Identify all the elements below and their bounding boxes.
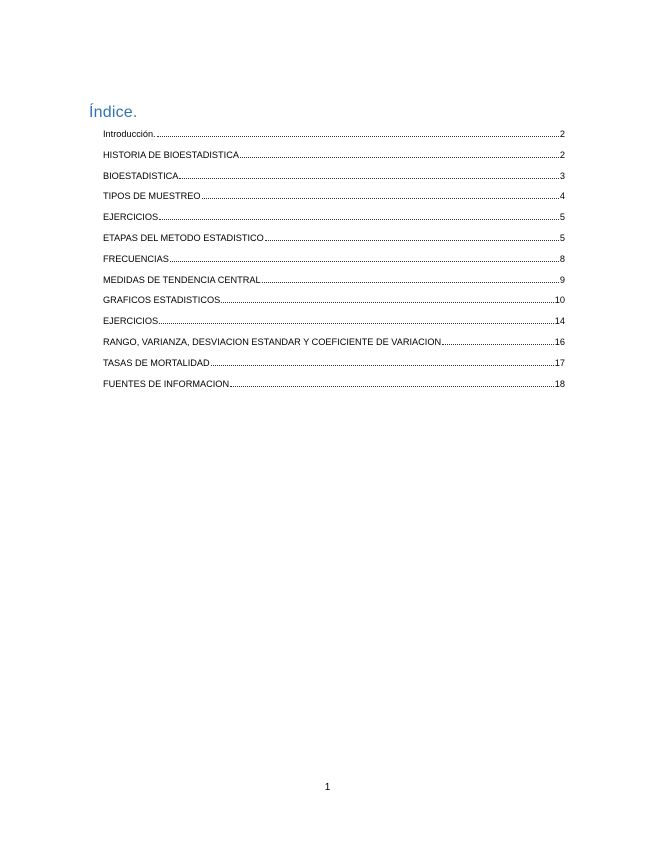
toc-entry-page: 3 — [559, 170, 565, 181]
toc-entry-page: 16 — [554, 336, 565, 347]
toc-entry-page: 14 — [554, 316, 565, 327]
toc-entry-label: TASAS DE MORTALIDAD — [103, 357, 210, 368]
toc-entry-label: ETAPAS DEL METODO ESTADISTICO — [103, 232, 264, 243]
toc-entry-label: TIPOS DE MUESTREO — [103, 191, 201, 202]
toc-entry-page: 5 — [559, 212, 565, 223]
toc-entry-label: GRAFICOS ESTADISTICOS — [103, 295, 221, 306]
toc-entry-page: 18 — [554, 378, 565, 389]
footer-page-number: 1 — [324, 782, 331, 793]
toc-entry-label: EJERCICIOS — [103, 212, 159, 223]
toc-entry-tipos-muestreo[interactable] — [103, 189, 565, 210]
toc-entry-page: 8 — [559, 253, 565, 264]
toc-heading: Índice. — [89, 104, 138, 121]
toc-entry-rango-varianza[interactable] — [103, 335, 565, 356]
toc-entry-graficos[interactable] — [103, 293, 565, 314]
toc-entry-page: 5 — [559, 232, 565, 243]
toc-dot-leader — [159, 322, 554, 324]
toc-entry-label: HISTORIA DE BIOESTADISTICA — [103, 149, 239, 160]
toc-entry-page: 10 — [554, 295, 565, 306]
toc-entry-page: 2 — [559, 149, 565, 160]
toc-dot-leader — [240, 156, 559, 158]
toc-entry-label: EJERCICIOS — [103, 316, 159, 327]
toc-entry-label: FRECUENCIAS — [103, 253, 169, 264]
toc-entry-ejercicios[interactable] — [103, 210, 565, 231]
toc-entry-medidas-tendencia[interactable] — [103, 273, 565, 294]
toc-entry-frecuencias[interactable] — [103, 252, 565, 273]
toc-dot-leader — [170, 260, 559, 262]
toc-entry-label: FUENTES DE INFORMACION — [103, 378, 230, 389]
toc-entry-etapas-metodo[interactable] — [103, 231, 565, 252]
toc-entry-page: 2 — [559, 129, 565, 139]
toc-entry-page: 9 — [559, 274, 565, 285]
toc-entry-bioestadistica[interactable] — [103, 169, 565, 190]
toc-entry-label: RANGO, VARIANZA, DESVIACION ESTANDAR Y COEFICIENTE DE VARIACION — [103, 336, 442, 347]
table-of-contents — [103, 127, 565, 397]
toc-entry-fuentes-informacion[interactable] — [103, 377, 565, 398]
toc-entry-label: Introducción. — [103, 129, 156, 139]
toc-dot-leader — [262, 281, 559, 283]
toc-dot-leader — [179, 177, 558, 179]
toc-entry-page: 17 — [554, 357, 565, 368]
toc-entry-label: MEDIDAS DE TENDENCIA CENTRAL — [103, 274, 261, 285]
toc-entry-introduccion[interactable] — [103, 127, 565, 148]
toc-dot-leader — [202, 197, 559, 199]
toc-entry-ejercicios-2[interactable] — [103, 314, 565, 335]
toc-dot-leader — [157, 135, 559, 137]
toc-entry-page: 4 — [559, 191, 565, 202]
toc-dot-leader — [221, 301, 554, 303]
toc-dot-leader — [211, 364, 554, 366]
toc-dot-leader — [159, 218, 559, 220]
toc-dot-leader — [230, 385, 554, 387]
toc-dot-leader — [265, 239, 559, 241]
toc-entry-label: BIOESTADISTICA — [103, 170, 179, 181]
toc-entry-tasas-mortalidad[interactable] — [103, 356, 565, 377]
toc-dot-leader — [442, 343, 554, 345]
toc-entry-historia-bioestadistica[interactable] — [103, 148, 565, 169]
